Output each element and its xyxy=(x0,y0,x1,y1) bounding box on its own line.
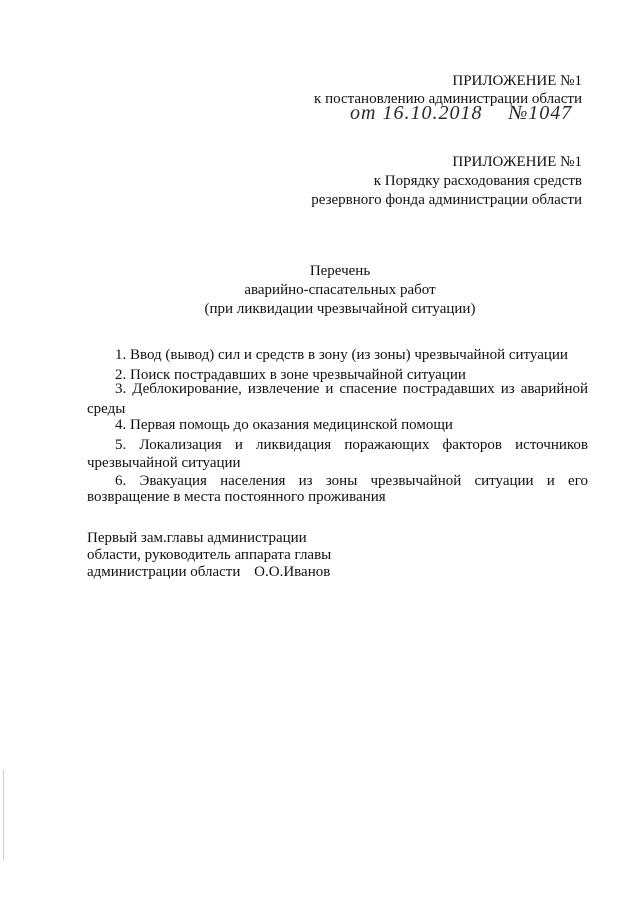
list-item-4: 4. Первая помощь до оказания медицинской помощи xyxy=(115,417,453,433)
appendix-2-block xyxy=(300,153,582,210)
handwritten-number: №1047 xyxy=(508,102,573,124)
signature-position: администрации области xyxy=(87,564,241,580)
signature-line-3 xyxy=(87,564,331,581)
appendix-2-line-2: резервного фонда администрации области xyxy=(311,192,582,208)
heading-note: (при ликвидации чрезвычайной ситуации) xyxy=(204,301,476,317)
signature-line-1: Первый зам.главы администрации xyxy=(87,530,307,546)
list-item-5-line-2: чрезвычайной ситуации xyxy=(87,455,241,471)
appendix-1-line: к постановлению администрации области xyxy=(314,91,582,107)
appendix-1-title: ПРИЛОЖЕНИЕ №1 xyxy=(452,73,582,89)
heading-title: Перечень xyxy=(309,263,371,279)
signature-line-2: области, руководитель аппарата главы xyxy=(87,547,332,563)
list-item-3-line-2: среды xyxy=(87,401,126,417)
list-item-1: 1. Ввод (вывод) сил и средств в зону (из зоны) чрезвычайной ситуации xyxy=(115,347,568,363)
scan-edge-mark xyxy=(3,770,4,860)
list-item-6-line-1: 6. Эвакуация населения из зоны чрезвычайной ситуации и его xyxy=(115,473,588,489)
signature-block xyxy=(87,530,331,581)
handwritten-date: от 16.10.2018 xyxy=(350,102,483,124)
list-item-2: 2. Поиск пострадавших в зоне чрезвычайной ситуации xyxy=(115,367,466,383)
signatory-name: О.О.Иванов xyxy=(254,564,331,580)
appendix-2-line-1: к Порядку расходования средств xyxy=(373,173,582,189)
heading-subtitle: аварийно-спасательных работ xyxy=(244,282,436,298)
handwritten-date-number xyxy=(350,102,572,125)
list-item-6-line-2: возвращение в места постоянного проживания xyxy=(87,489,386,505)
list-heading xyxy=(120,262,560,319)
list-item-5-line-1: 5. Локализация и ликвидация поражающих факторов источников xyxy=(115,437,588,453)
appendix-2-title: ПРИЛОЖЕНИЕ №1 xyxy=(452,154,582,170)
list-item-3-line-1: 3. Деблокирование, извлечение и спасение пострадавших из аварийной xyxy=(115,381,588,397)
